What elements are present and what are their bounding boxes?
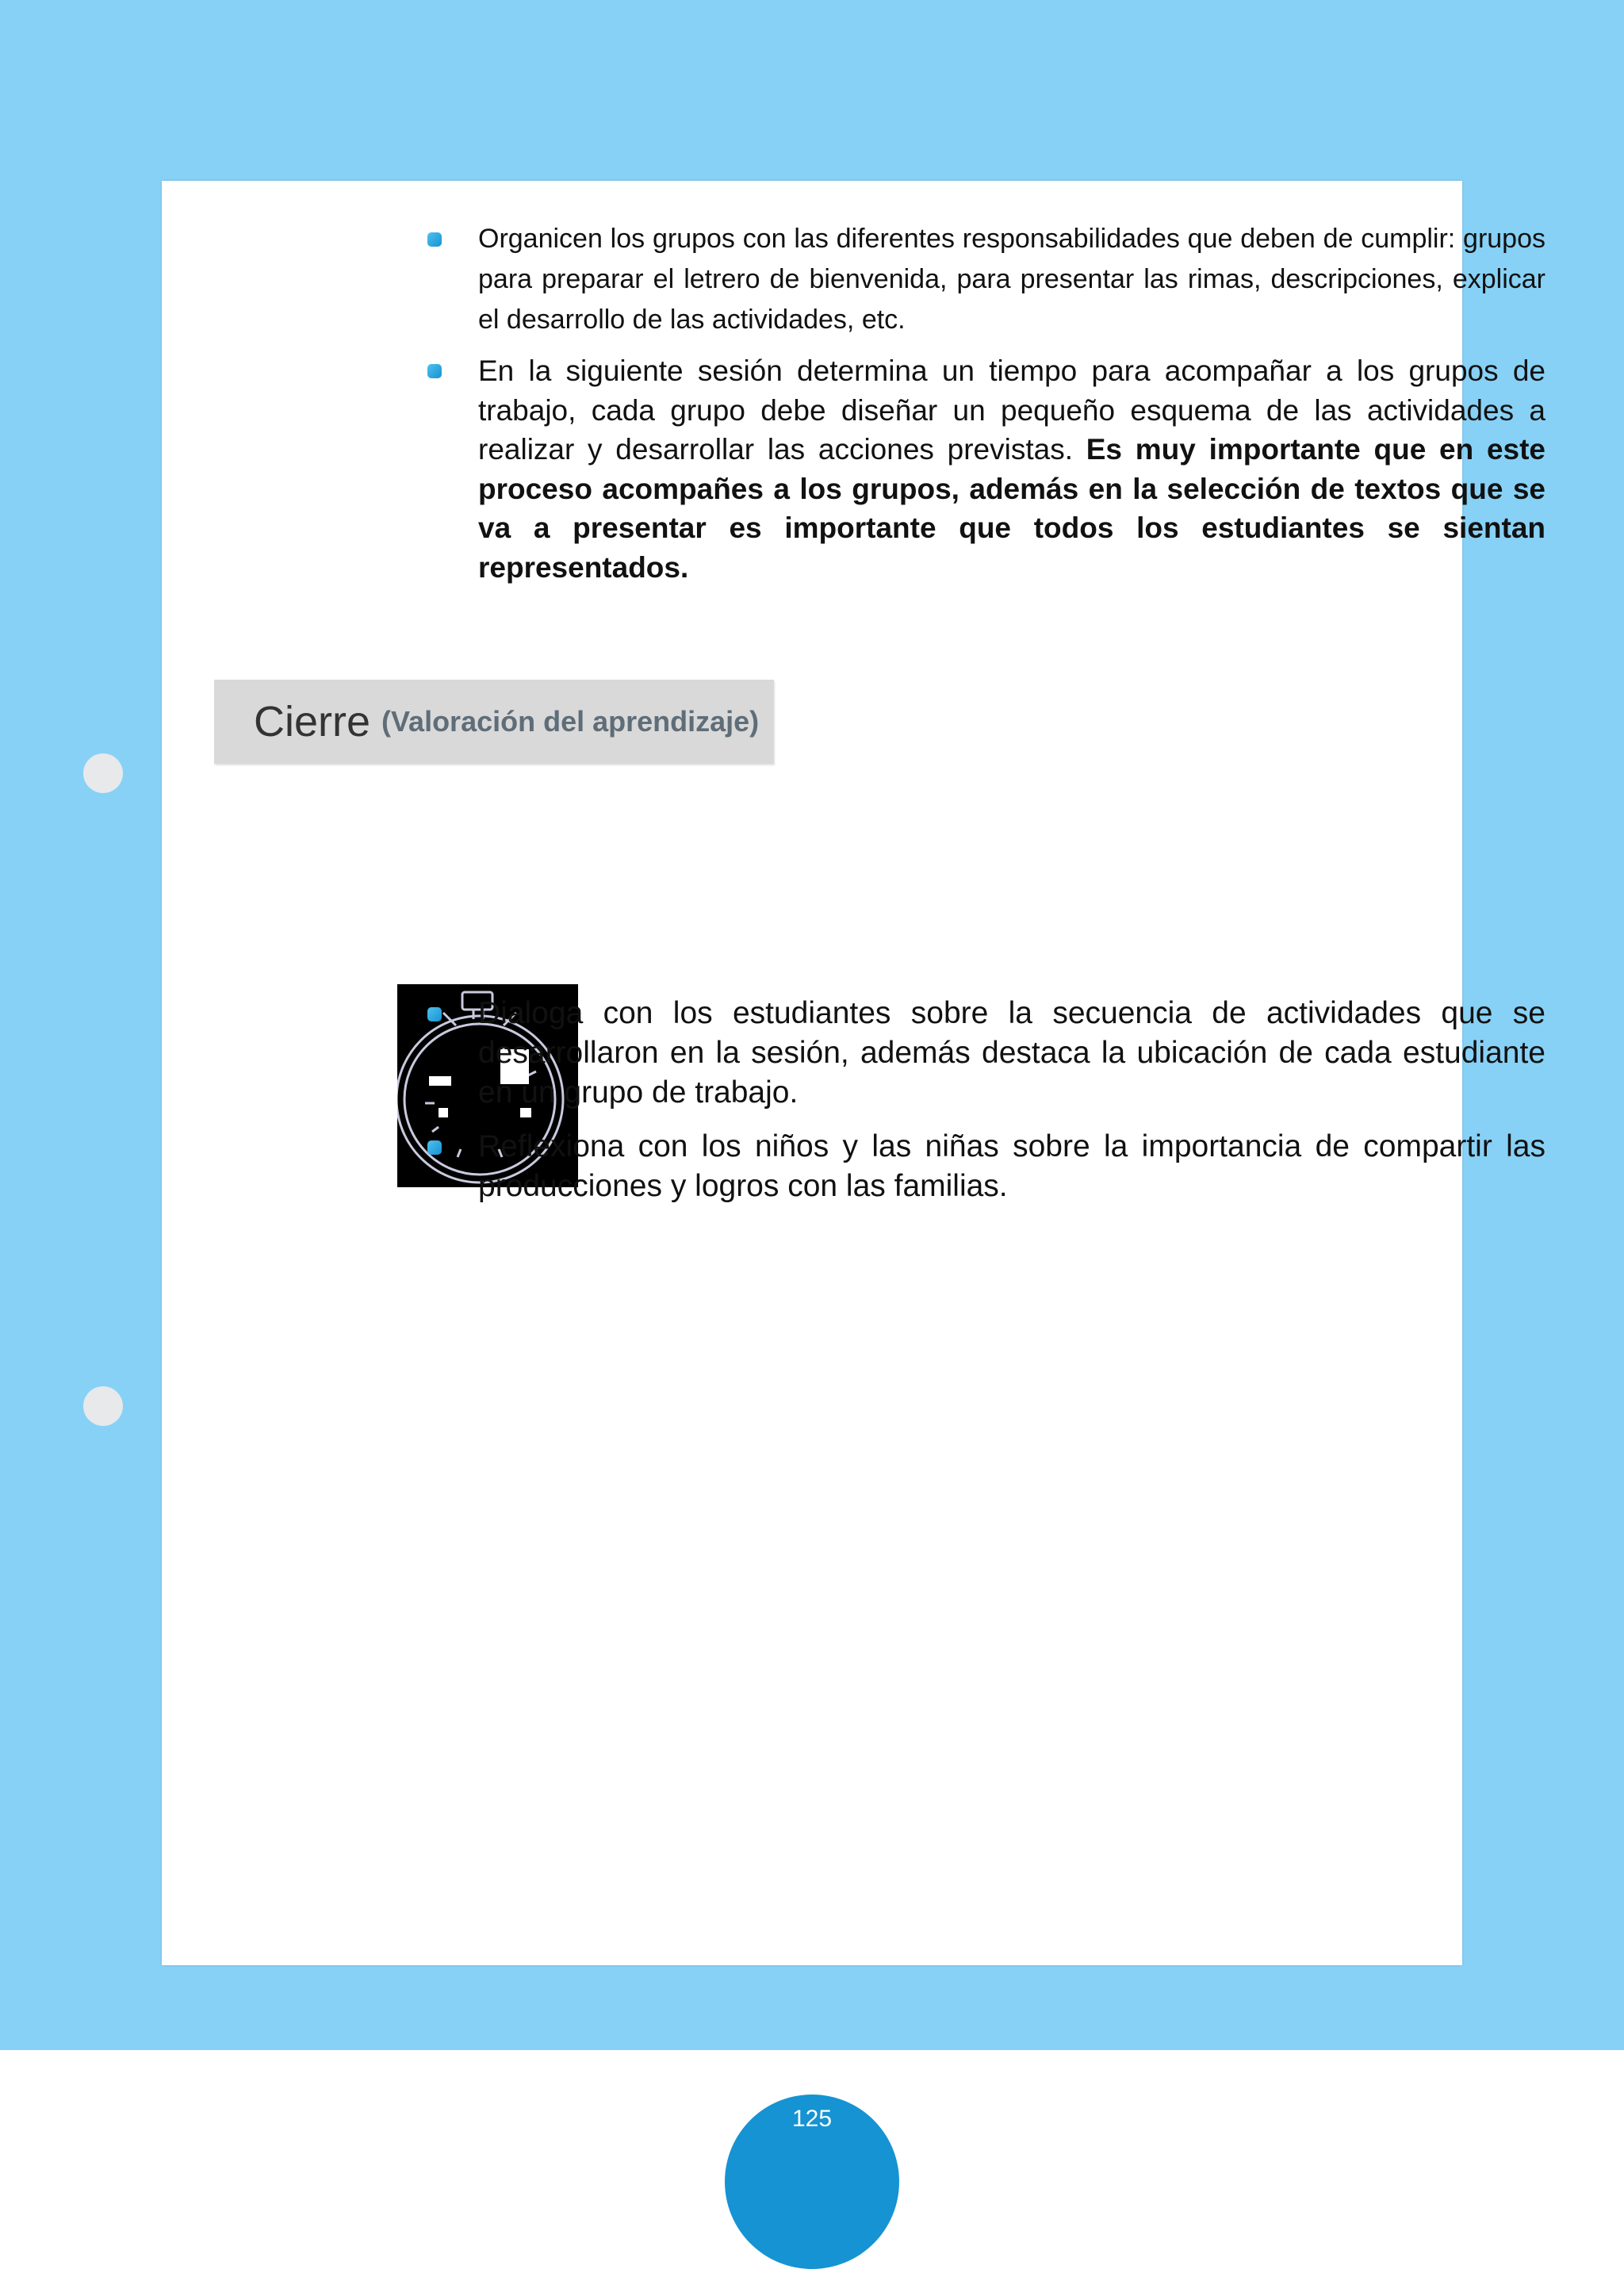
- square-bullet-icon: [427, 232, 442, 247]
- section-subtitle: (Valoración del aprendizaje): [381, 705, 760, 738]
- list-item: [427, 219, 1545, 340]
- list-item: [427, 994, 1545, 1113]
- closing-bullet-list: [427, 994, 1545, 1221]
- section-header-cierre: [214, 680, 774, 764]
- section-title: Cierre: [254, 698, 371, 745]
- page-number: 125: [791, 2106, 833, 2132]
- bullet-text: En la siguiente sesión determina un tiempo para acompañar a los grupos de trabajo, cada grupo debe diseñar un pequeño esquema de las actividades a realizar y desarrollar las acciones previstas.: [478, 355, 1545, 466]
- development-bullet-list: [427, 219, 1545, 587]
- bullet-text: Reflexiona con los niños y las niñas sobre la importancia de compartir las producciones y logros con las familias.: [478, 1129, 1545, 1203]
- square-bullet-icon: [427, 1007, 442, 1021]
- bullet-text-emphasis: Es muy importante que en este proceso acompañes a los grupos, además en la selección de textos que se va a presentar es importante que todos los estudiantes se sientan representados.: [478, 433, 1545, 584]
- square-bullet-icon: [427, 364, 442, 378]
- page-sheet: [162, 181, 1545, 1965]
- list-item: [427, 351, 1545, 587]
- binder-hole-top: [83, 753, 123, 793]
- square-bullet-icon: [427, 1140, 442, 1155]
- binder-hole-bottom: [83, 1386, 123, 1426]
- bullet-text: Organicen los grupos con las diferentes responsabilidades que deben de cumplir: grupos para preparar el letrero de bienvenida, para presentar las rimas, descripciones, explicar el desarrollo de las actividades, etc.: [478, 224, 1545, 335]
- bullet-text: Dialoga con los estudiantes sobre la secuencia de actividades que se desarrollaron en la sesión, además destaca la ubicación de cada estudiante en un grupo de trabajo.: [478, 996, 1545, 1110]
- list-item: [427, 1127, 1545, 1206]
